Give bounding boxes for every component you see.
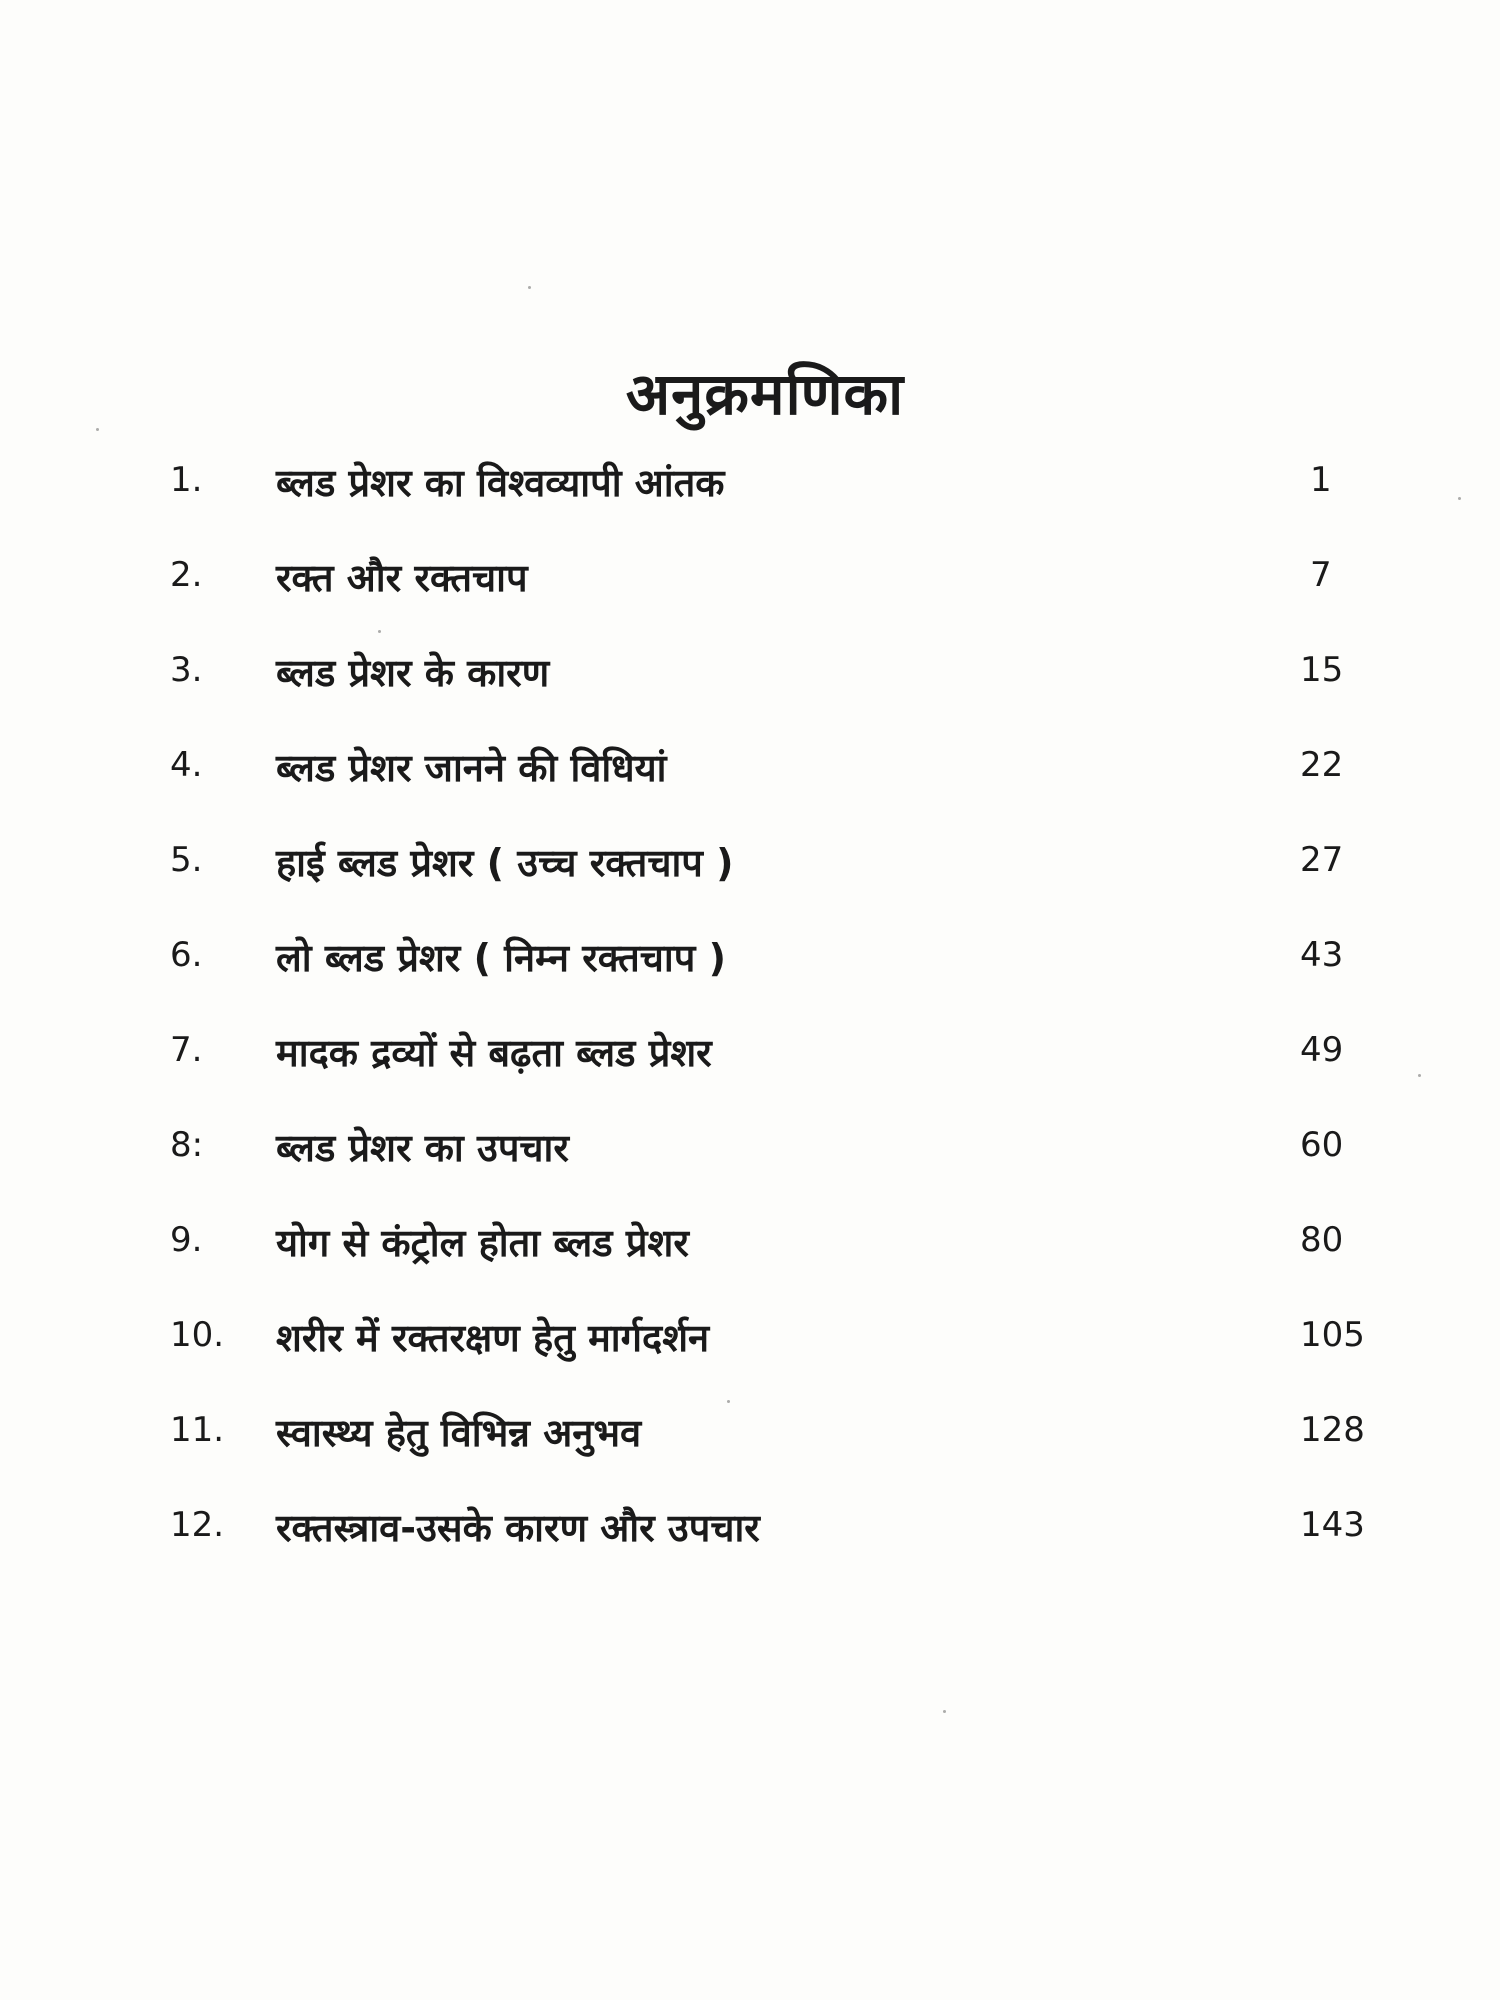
toc-entry bbox=[170, 1505, 1400, 1600]
toc-entry bbox=[170, 935, 1400, 1030]
toc-entry-title: लो ब्लड प्रेशर ( निम्न रक्तचाप ) bbox=[276, 936, 726, 980]
toc-entry bbox=[170, 745, 1400, 840]
toc-entry-number: 6. bbox=[170, 935, 203, 975]
toc-entry-page: 143 bbox=[1300, 1505, 1365, 1545]
toc-entry-page: 7 bbox=[1310, 555, 1332, 595]
toc-entry bbox=[170, 1410, 1400, 1505]
toc-entry-page: 128 bbox=[1300, 1410, 1365, 1450]
scan-speck bbox=[378, 630, 381, 633]
toc-entry bbox=[170, 1220, 1400, 1315]
toc-entry-page: 105 bbox=[1300, 1315, 1365, 1355]
toc-entry-number: 3. bbox=[170, 650, 203, 690]
toc-entry bbox=[170, 1030, 1400, 1125]
toc-entry-page: 1 bbox=[1310, 460, 1332, 500]
toc-entry-page: 15 bbox=[1300, 650, 1344, 690]
toc-entry-number: 5. bbox=[170, 840, 203, 880]
toc-entry-number: 11. bbox=[170, 1410, 225, 1450]
toc-entry-page: 80 bbox=[1300, 1220, 1344, 1260]
toc-entry-title: ब्लड प्रेशर का उपचार bbox=[276, 1126, 569, 1170]
toc-entry-number: 8: bbox=[170, 1125, 204, 1165]
scan-speck bbox=[1458, 497, 1461, 500]
toc-entry bbox=[170, 840, 1400, 935]
toc-entry-number: 2. bbox=[170, 555, 203, 595]
table-of-contents bbox=[170, 460, 1400, 1600]
toc-entry-number: 9. bbox=[170, 1220, 203, 1260]
toc-entry-title: योग से कंट्रोल होता ब्लड प्रेशर bbox=[276, 1221, 689, 1265]
toc-entry-title: शरीर में रक्तरक्षण हेतु मार्गदर्शन bbox=[276, 1316, 710, 1360]
toc-entry-page: 22 bbox=[1300, 745, 1344, 785]
toc-entry-title: हाई ब्लड प्रेशर ( उच्च रक्तचाप ) bbox=[276, 841, 734, 885]
toc-entry-title: मादक द्रव्यों से बढ़ता ब्लड प्रेशर bbox=[276, 1031, 712, 1075]
toc-entry-title: ब्लड प्रेशर के कारण bbox=[276, 651, 550, 695]
toc-entry bbox=[170, 650, 1400, 745]
scan-speck bbox=[528, 286, 531, 289]
toc-entry-page: 49 bbox=[1300, 1030, 1344, 1070]
toc-entry-number: 4. bbox=[170, 745, 203, 785]
toc-entry-number: 12. bbox=[170, 1505, 225, 1545]
scan-speck bbox=[96, 428, 99, 431]
scan-speck bbox=[943, 1710, 946, 1713]
toc-entry bbox=[170, 1125, 1400, 1220]
toc-entry-number: 1. bbox=[170, 460, 203, 500]
toc-entry-number: 10. bbox=[170, 1315, 225, 1355]
toc-entry bbox=[170, 460, 1400, 555]
toc-entry bbox=[170, 555, 1400, 650]
scan-speck bbox=[1418, 1074, 1421, 1077]
toc-entry-title: स्वास्थ्य हेतु विभिन्न अनुभव bbox=[276, 1411, 642, 1455]
scan-speck bbox=[727, 1400, 730, 1403]
toc-entry bbox=[170, 1315, 1400, 1410]
toc-entry-title: रक्त और रक्तचाप bbox=[276, 556, 528, 600]
toc-entry-page: 60 bbox=[1300, 1125, 1344, 1165]
toc-entry-title: रक्तस्त्राव-उसके कारण और उपचार bbox=[276, 1506, 760, 1550]
toc-entry-page: 43 bbox=[1300, 935, 1344, 975]
page-title: अनुक्रमणिका bbox=[625, 360, 905, 428]
toc-entry-title: ब्लड प्रेशर का विश्वव्यापी आंतक bbox=[276, 461, 725, 505]
toc-entry-page: 27 bbox=[1300, 840, 1344, 880]
toc-entry-number: 7. bbox=[170, 1030, 203, 1070]
toc-entry-title: ब्लड प्रेशर जानने की विधियां bbox=[276, 746, 667, 790]
